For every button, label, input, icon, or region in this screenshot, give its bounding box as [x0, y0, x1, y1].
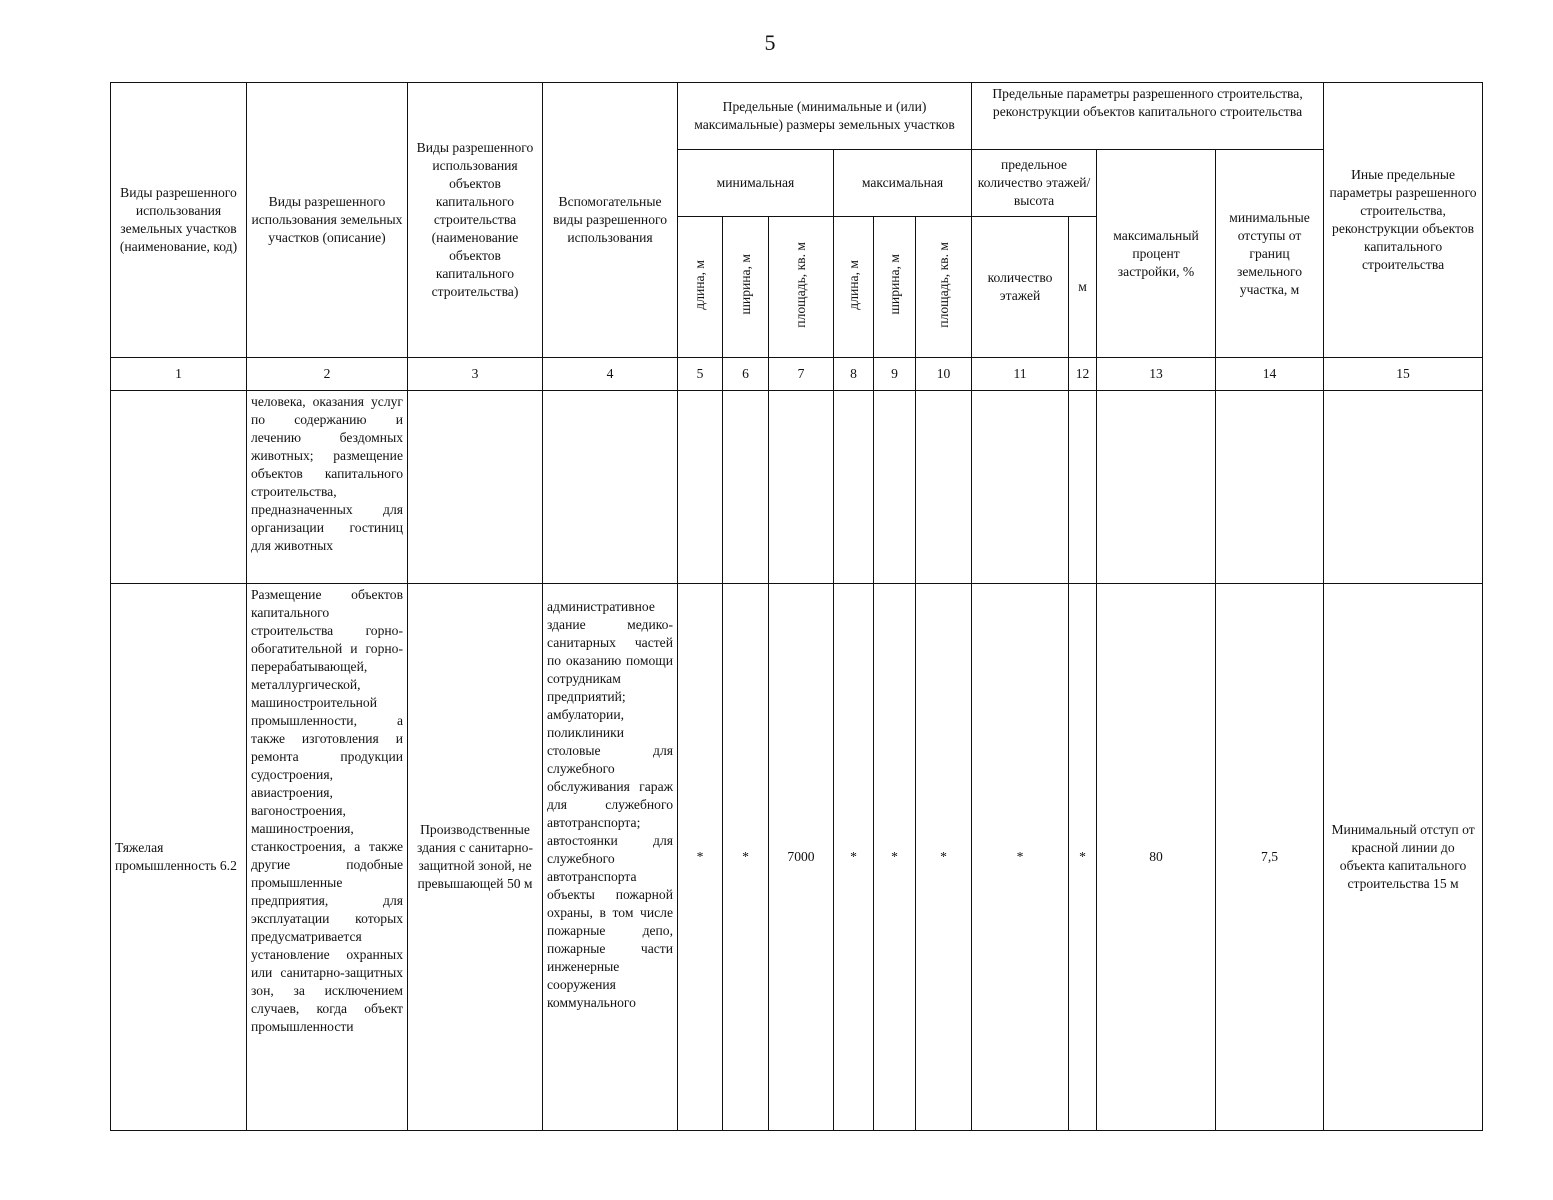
row1-c1: [111, 391, 247, 584]
row1-c8: [834, 391, 874, 584]
col-number: 5: [678, 358, 723, 391]
header-col2: Виды разрешенного использования земельных участков (описание): [247, 83, 408, 358]
col-number: 9: [874, 358, 916, 391]
row2-c13: 80: [1097, 584, 1216, 1131]
row2-c7: 7000: [769, 584, 834, 1131]
row1-c9: [874, 391, 916, 584]
header-meters: м: [1069, 217, 1097, 358]
header-max-percent: максимальный процент застройки, %: [1097, 150, 1216, 358]
col-number: 7: [769, 358, 834, 391]
row1-c2: человека, оказания услуг по содержанию и лечению бездомных животных; размещение объектов капитального строительства, предназначенных для организации гостиниц для животных: [247, 391, 408, 584]
col-number: 13: [1097, 358, 1216, 391]
header-col4: Вспомогательные виды разрешенного использования: [543, 83, 678, 358]
row1-c12: [1069, 391, 1097, 584]
header-min-length: [678, 217, 723, 358]
min-length-label: длина, м: [692, 259, 707, 310]
col-number: 10: [916, 358, 972, 391]
col-number: 14: [1216, 358, 1324, 391]
col-number: 11: [972, 358, 1069, 391]
header-max-area: [916, 217, 972, 358]
row2-c2: Размещение объектов капитального строительства горно-обогатительной и горно-перерабатывающей, металлургической, машиностроительной промышленности, а также изготовления и ремонта продукции судостроения, авиастроения, вагоностроения, машиностроения, станкостроения, а также другие подобные промышленные предприятия, для эксплуатации которых предусматривается установление охранных или санитарно-защитных зон, за исключением случаев, когда объект промышленности: [247, 584, 408, 1131]
row1-c10: [916, 391, 972, 584]
table-row: [111, 584, 1483, 1131]
header-col15: Иные предельные параметры разрешенного строительства, реконструкции объектов капитального строительства: [1324, 83, 1483, 358]
row2-c4: административное здание медико-санитарных частей по оказанию помощи сотрудникам предприятий; амбулатории, поликлиники столовые для служебного обслуживания гараж для служебного автотранспорта; автостоянки для служебного автотранспорта объекты пожарной охраны, в том числе пожарные депо, пожарные части инженерные сооружения коммунального: [543, 584, 678, 1131]
header-max-length: [834, 217, 874, 358]
max-area-label: площадь, кв. м: [935, 241, 951, 328]
row1-c6: [723, 391, 769, 584]
min-area-label: площадь, кв. м: [793, 241, 808, 328]
col-number: 2: [247, 358, 408, 391]
row2-c5: *: [678, 584, 723, 1131]
header-maximal: максимальная: [834, 150, 972, 217]
header-build-params: Предельные параметры разрешенного строительства, реконструкции объектов капитального строительства: [972, 83, 1324, 150]
row1-c11: [972, 391, 1069, 584]
row1-c4: [543, 391, 678, 584]
row1-c14: [1216, 391, 1324, 584]
header-minimal: минимальная: [678, 150, 834, 217]
row1-c3: [408, 391, 543, 584]
col-number: 1: [111, 358, 247, 391]
col-number: 12: [1069, 358, 1097, 391]
min-width-label: ширина, м: [737, 254, 753, 315]
header-max-width: [874, 217, 916, 358]
row2-c15: Минимальный отступ от красной линии до объекта капитального строительства 15 м: [1324, 584, 1483, 1131]
table-row: [111, 391, 1483, 584]
col-number: 15: [1324, 358, 1483, 391]
header-min-setbacks: минимальные отступы от границ земельного участка, м: [1216, 150, 1324, 358]
row2-c1: Тяжелая промышленность 6.2: [111, 584, 247, 1131]
header-min-area: [769, 217, 834, 358]
row1-c7: [769, 391, 834, 584]
row1-c5: [678, 391, 723, 584]
row2-c8: *: [834, 584, 874, 1131]
max-width-label: ширина, м: [886, 254, 902, 315]
column-number-row: [111, 358, 1483, 391]
row2-c12: *: [1069, 584, 1097, 1131]
page-number: 5: [764, 30, 776, 55]
header-min-width: [723, 217, 769, 358]
header-floors-count: количество этажей: [972, 217, 1069, 358]
row2-c9: *: [874, 584, 916, 1131]
header-floors-height: предельное количество этажей/высота: [972, 150, 1097, 217]
row1-c13: [1097, 391, 1216, 584]
header-plot-sizes: Предельные (минимальные и (или) максимальные) размеры земельных участков: [678, 83, 972, 150]
col-number: 4: [543, 358, 678, 391]
row2-c14: 7,5: [1216, 584, 1324, 1131]
header-col1: Виды разрешенного использования земельных участков (наименование, код): [111, 83, 247, 358]
row2-c6: *: [723, 584, 769, 1131]
row1-c15: [1324, 391, 1483, 584]
max-length-label: длина, м: [845, 259, 861, 310]
header-col3: Виды разрешенного использования объектов капитального строительства (наименование объектов капитального строительства): [408, 83, 543, 358]
row2-c10: *: [916, 584, 972, 1131]
col-number: 3: [408, 358, 543, 391]
col-number: 6: [723, 358, 769, 391]
col-number: 8: [834, 358, 874, 391]
row2-c3: Производственные здания с санитарно-защитной зоной, не превышающей 50 м: [408, 584, 543, 1131]
zoning-table: [110, 82, 1483, 1131]
row2-c11: *: [972, 584, 1069, 1131]
